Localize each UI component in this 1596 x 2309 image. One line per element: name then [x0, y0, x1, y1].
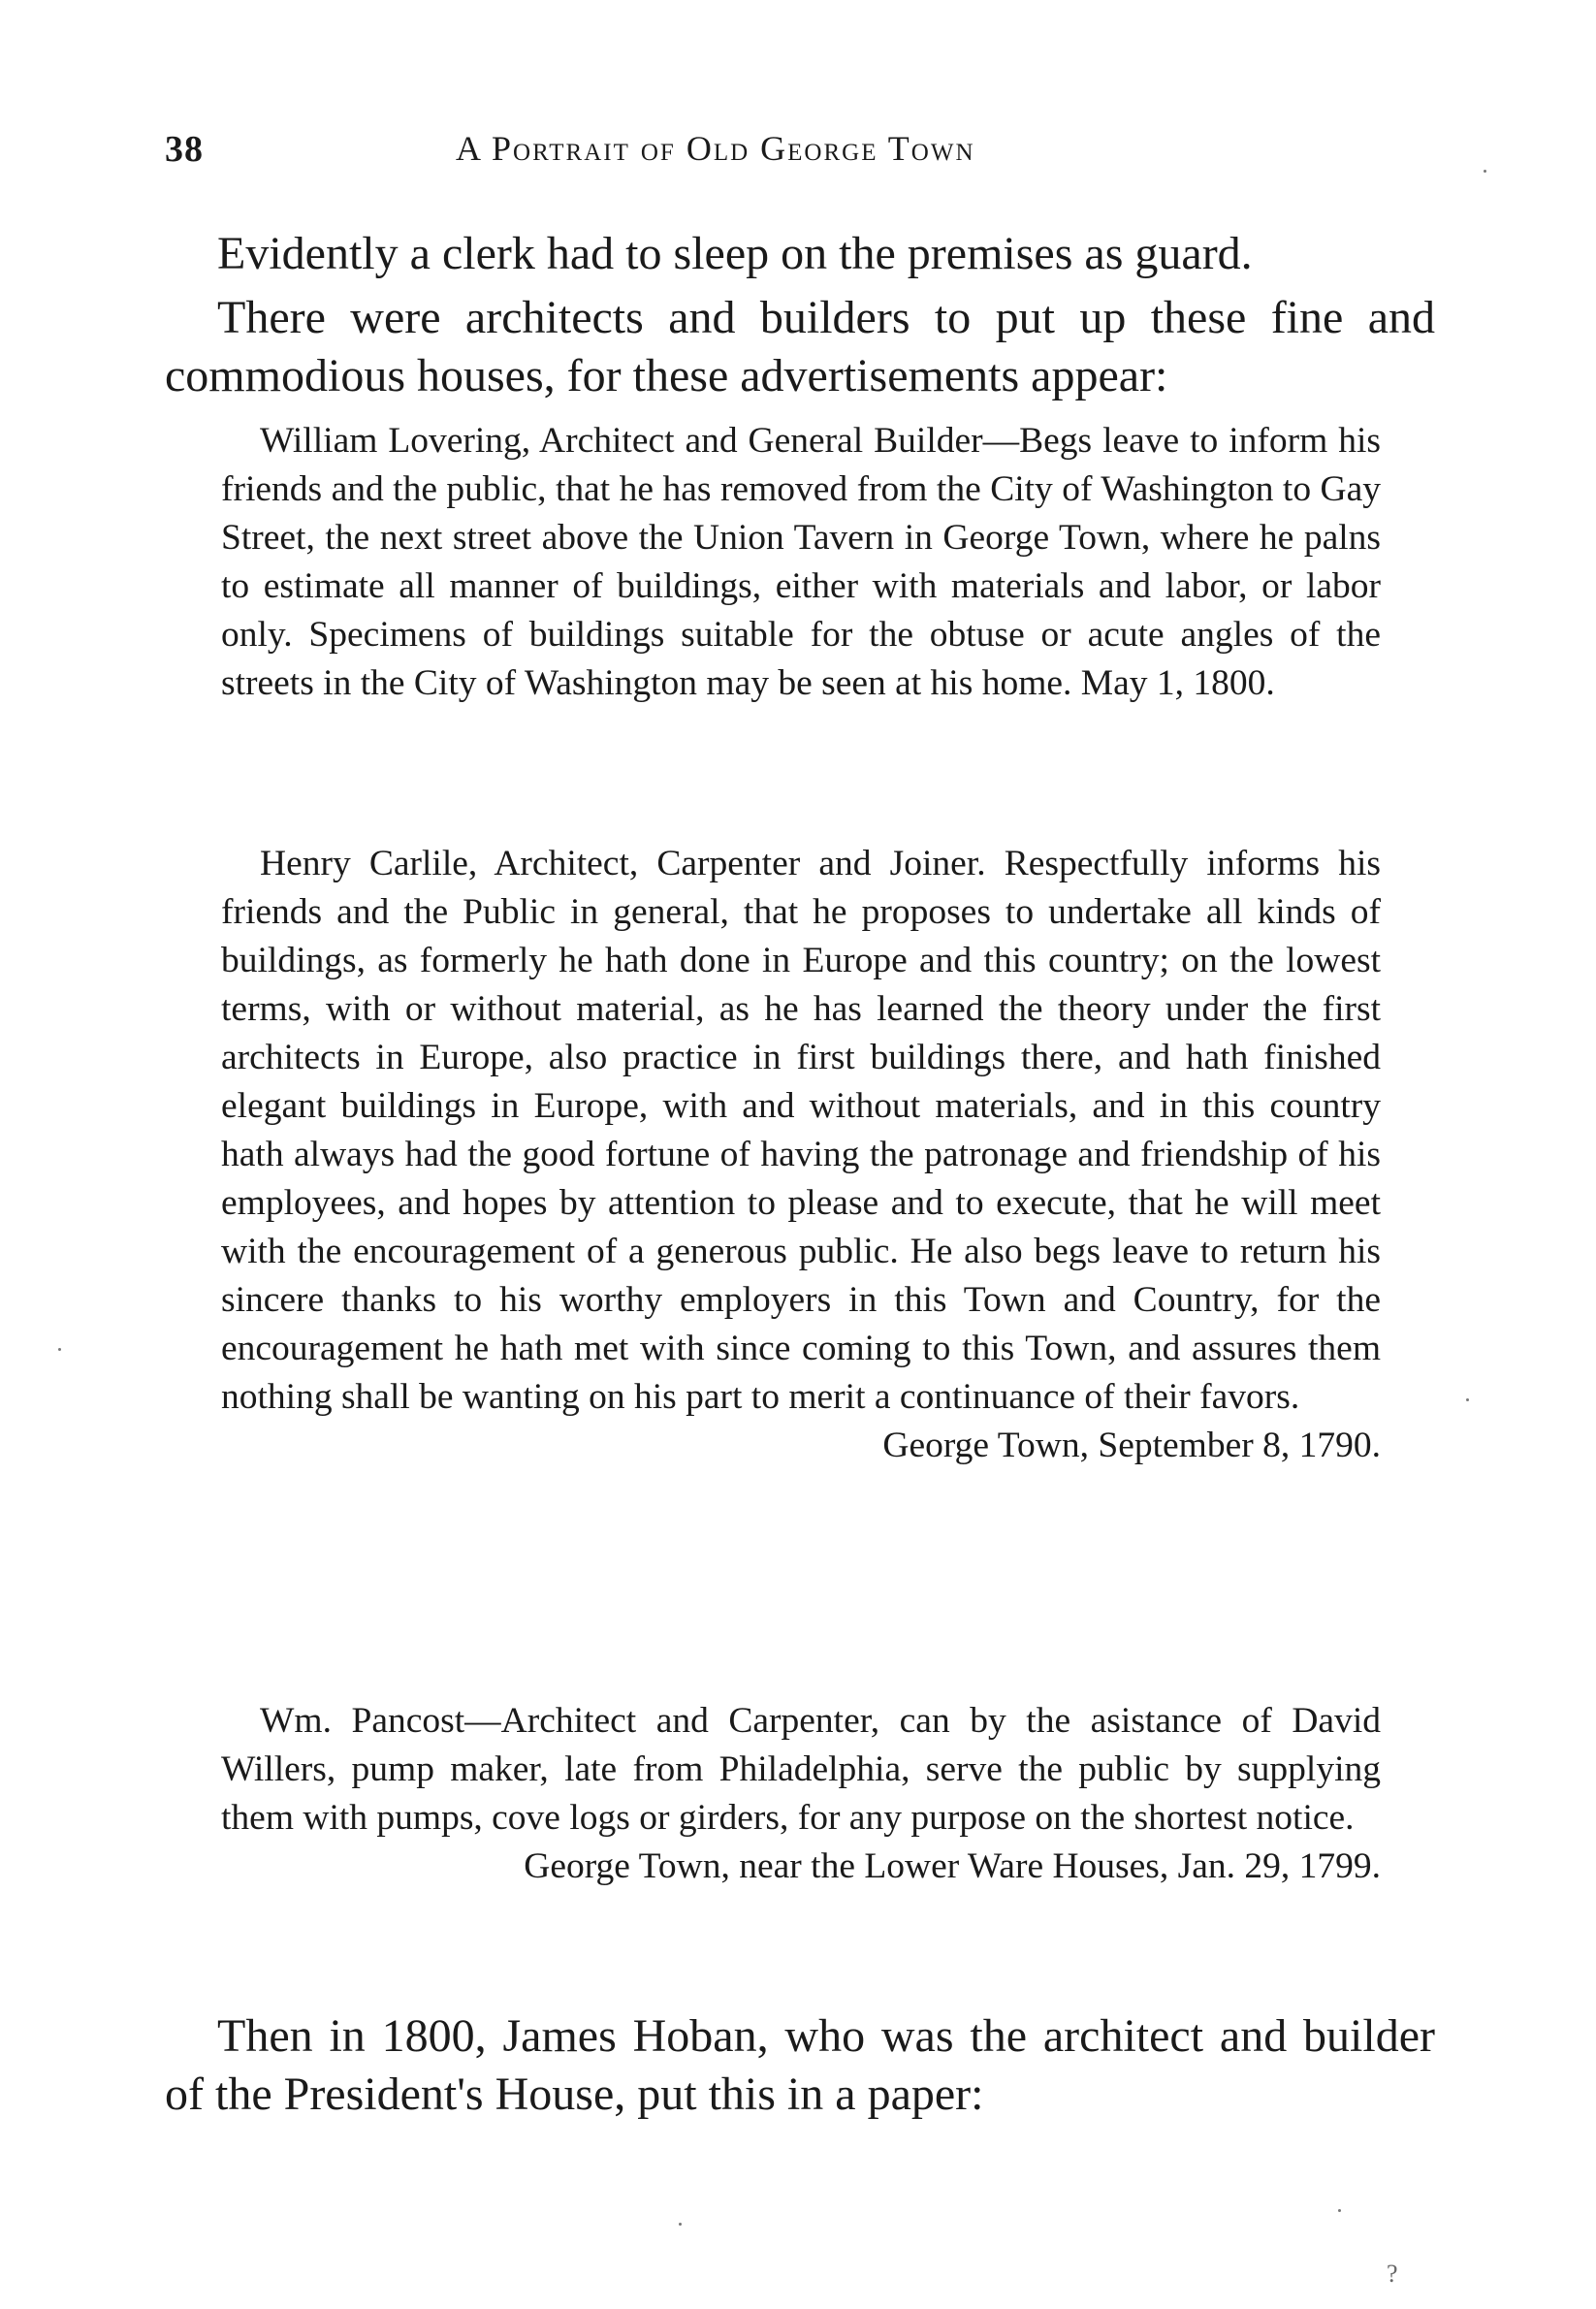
print-speck — [679, 2223, 682, 2226]
running-head — [165, 128, 1435, 186]
intro-paragraph: There were architects and builders to put up these fine and commodious houses, for these advertisements appear: — [165, 292, 1435, 401]
print-speck — [1466, 1398, 1469, 1401]
print-speck — [58, 1348, 61, 1351]
print-speck — [1484, 170, 1486, 173]
advertisement-pancost — [221, 1697, 1381, 1891]
running-title: A Portrait of Old George Town — [456, 129, 975, 168]
carlile-signoff: George Town, September 8, 1790. — [882, 1426, 1381, 1465]
pancost-signoff: George Town, near the Lower Ware Houses, Jan. 29, 1799. — [524, 1846, 1381, 1886]
outro-paragraph: Then in 1800, James Hoban, who was the architect and builder of the President's House, put this in a paper: — [165, 2010, 1435, 2120]
page-number: 38 — [165, 129, 204, 170]
intro-line: Evidently a clerk had to sleep on the premises as guard. — [217, 228, 1253, 279]
advertisement-carlile — [221, 840, 1381, 1470]
pancost-text: Wm. Pancost—Architect and Carpenter, can by the asistance of David Willers, pump maker, late from Philadelphia, serve the public by supplying them with pumps, cove logs or girders, for any purpose on the shortest notice. — [221, 1701, 1381, 1838]
lovering-text: William Lovering, Architect and General Builder—Begs leave to inform his friends and the public, that he has removed from the City of Washington to Gay Street, the next street above the Union Tavern in George Town, where he palns to estimate all manner of buildings, either with materials and labor, or labor only. Specimens of buildings suitable for the obtuse or acute angles of the streets in the City of Washington may be seen at his home. May 1, 1800. — [221, 421, 1381, 703]
outro-block — [165, 2007, 1435, 2124]
carlile-text: Henry Carlile, Architect, Carpenter and Joiner. Respectfully informs his friends and the Public in general, that he proposes to undertake all kinds of buildings, as formerly he hath done in Europe and this country; on the lowest terms, with or without material, as he has learned the theory under the first architects in Europe, also practice in first buildings there, and hath finished elegant buildings in Europe, with and without materials, and in this country hath always had the good fortune of having the patronage and friendship of his employees, and hopes by attention to please and to execute, that he will meet with the encouragement of a generous public. He also begs leave to return his sincere thanks to his worthy employers in this Town and Country, for the encouragement he hath met with since coming to this Town, and assures them nothing shall be wanting on his part to merit a continuance of their favors. — [221, 844, 1381, 1417]
stray-mark: ? — [1387, 2260, 1398, 2288]
print-speck — [1338, 2209, 1341, 2212]
intro-block — [165, 225, 1435, 405]
advertisement-lovering — [221, 417, 1381, 708]
